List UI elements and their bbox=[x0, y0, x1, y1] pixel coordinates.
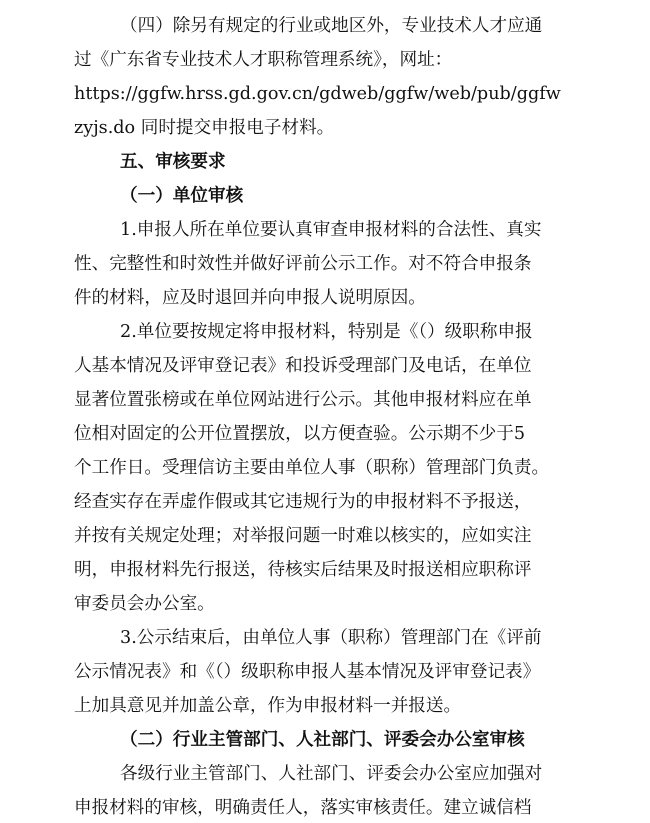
subsection-heading-unit-review: （一）单位审核 bbox=[120, 185, 244, 206]
website-url-line-2: zyjs.do 同时提交申报电子材料。 bbox=[74, 118, 335, 138]
item-1-line-1: 1.申报人所在单位要认真审查申报材料的合法性、真实 bbox=[120, 220, 542, 240]
paragraph-4-line-1: （四）除另有规定的行业或地区外，专业技术人才应通 bbox=[120, 16, 543, 36]
item-2-line-1: 2.单位要按规定将申报材料，特别是《（）级职称申报 bbox=[120, 322, 533, 342]
item-1-line-3: 件的材料，应及时退回并向申报人说明原因。 bbox=[74, 288, 426, 308]
item-3-line-3: 上加具意见并加盖公章，作为申报材料一并报送。 bbox=[74, 696, 462, 716]
item-2-line-9: 审委员会办公室。 bbox=[74, 594, 215, 614]
item-2-line-8: 明，申报材料先行报送，待核实后结果及时报送相应职称评 bbox=[74, 560, 532, 580]
item-3-line-1: 3.公示结束后，由单位人事（职称）管理部门在《评前 bbox=[120, 628, 542, 648]
item-2-line-6: 经查实存在弄虚作假或其它违规行为的申报材料不予报送， bbox=[74, 492, 532, 512]
item-2-line-5: 个工作日。受理信访主要由单位人事（职称）管理部门负责。 bbox=[74, 458, 550, 478]
department-review-line-2: 申报材料的审核，明确责任人，落实审核责任。建立诚信档 bbox=[74, 798, 532, 818]
item-2-line-2: 人基本情况及评审登记表》和投诉受理部门及电话，在单位 bbox=[74, 356, 532, 376]
item-2-line-7: 并按有关规定处理；对举报问题一时难以核实的，应如实注 bbox=[74, 526, 532, 546]
item-1-line-2: 性、完整性和时效性并做好评前公示工作。对不符合申报条 bbox=[74, 254, 532, 274]
department-review-line-1: 各级行业主管部门、人社部门、评委会办公室应加强对 bbox=[120, 764, 543, 784]
section-heading-review-requirements: 五、审核要求 bbox=[120, 151, 226, 172]
paragraph-4-line-2: 过《广东省专业技术人才职称管理系统》，网址： bbox=[74, 50, 453, 70]
website-url-line-1: https://ggfw.hrss.gd.gov.cn/gdweb/ggfw/web/pub/ggfw bbox=[74, 84, 561, 104]
subsection-heading-department-review: （二）行业主管部门、人社部门、评委会办公室审核 bbox=[120, 729, 525, 750]
item-2-line-4: 位相对固定的公开位置摆放，以方便查验。公示期不少于5 bbox=[74, 424, 526, 444]
item-2-line-3: 显著位置张榜或在单位网站进行公示。其他申报材料应在单 bbox=[74, 390, 532, 410]
item-3-line-2: 公示情况表》和《（）级职称申报人基本情况及评审登记表》 bbox=[74, 662, 541, 682]
